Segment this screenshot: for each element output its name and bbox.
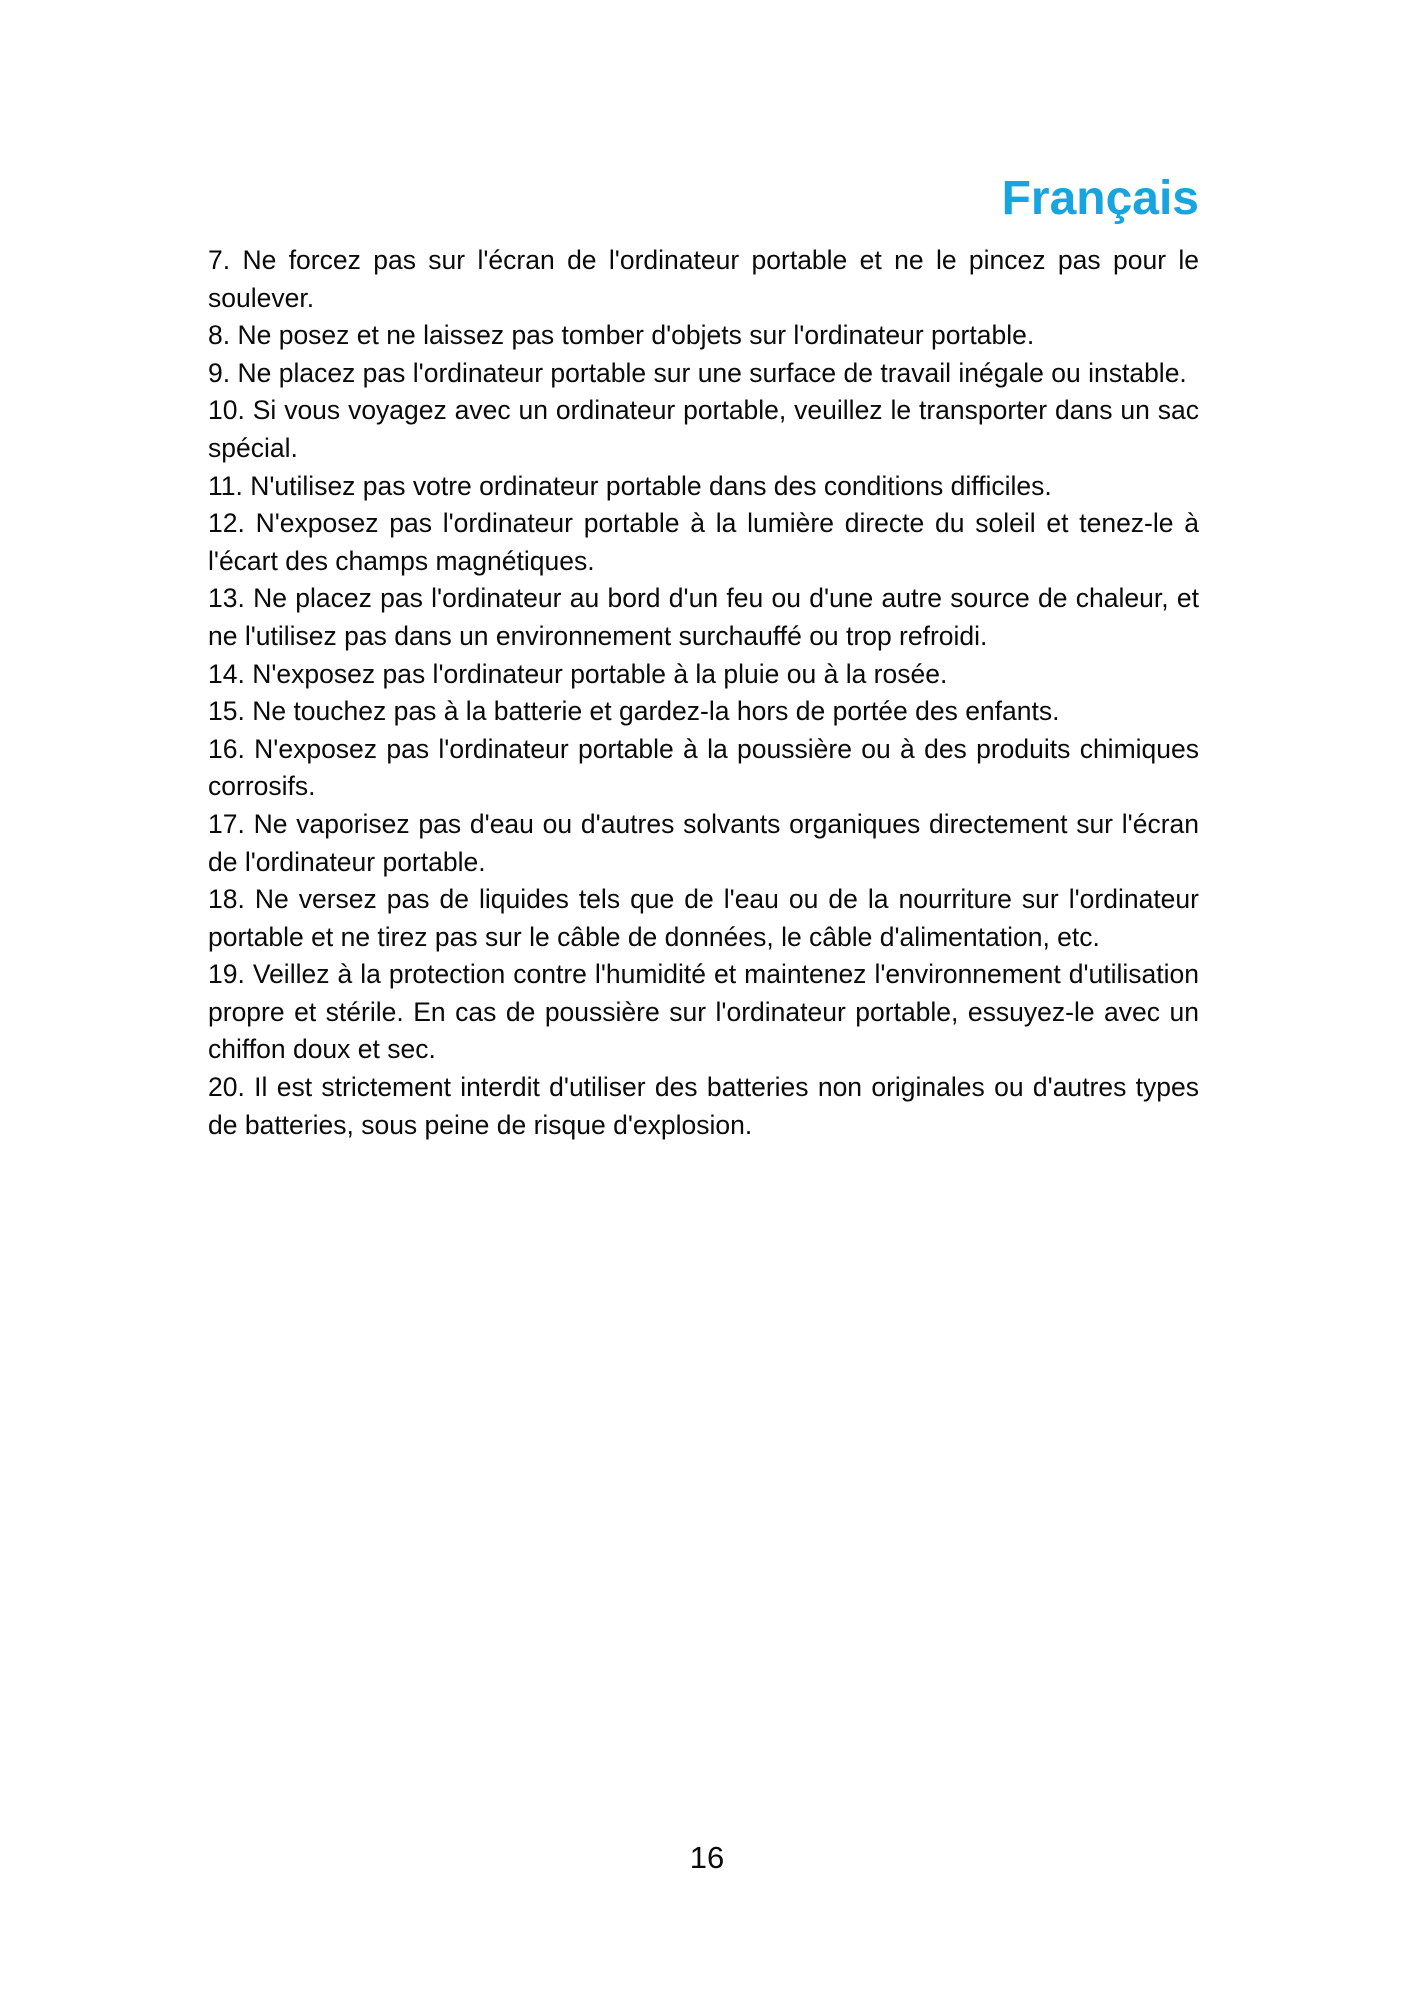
instruction-item-9: 9. Ne placez pas l'ordinateur portable sur une surface de travail inégale ou instable. (208, 357, 1187, 388)
instruction-item-10: 10. Si vous voyagez avec un ordinateur portable, veuillez le transporter dans un sac spécial. (208, 395, 1199, 463)
instruction-item-17: 17. Ne vaporisez pas d'eau ou d'autres solvants organiques directement sur l'écran de l'ordinateur portable. (208, 808, 1199, 877)
instruction-item-7: 7. Ne forcez pas sur l'écran de l'ordinateur portable et ne le pincez pas pour le soulever. (208, 245, 1199, 313)
instruction-item-11: 11. N'utilisez pas votre ordinateur portable dans des conditions difficiles. (208, 470, 1052, 501)
instruction-item-14: 14. N'exposez pas l'ordinateur portable à la pluie ou à la rosée. (208, 658, 948, 689)
instruction-item-18: 18. Ne versez pas de liquides tels que de l'eau ou de la nourriture sur l'ordinateur portable et ne tirez pas sur le câble de données, le câble d'alimentation, etc. (208, 884, 1199, 952)
instruction-item-20: 20. Il est strictement interdit d'utiliser des batteries non originales ou d'autres types de batteries, sous peine de risque d'explosion. (208, 1072, 1199, 1140)
instruction-item-16: 16. N'exposez pas l'ordinateur portable à la poussière ou à des produits chimiques corrosifs. (208, 733, 1199, 802)
instruction-item-15: 15. Ne touchez pas à la batterie et gardez-la hors de portée des enfants. (208, 696, 1060, 727)
language-heading: Français (1001, 172, 1199, 225)
instruction-item-13: 13. Ne placez pas l'ordinateur au bord d'un feu ou d'une autre source de chaleur, et ne l'utilisez pas dans un environnement surchauffé ou trop refroidi. (208, 583, 1199, 651)
page-number: 16 (689, 1840, 725, 1875)
instruction-list (208, 242, 1199, 1144)
instruction-item-8: 8. Ne posez et ne laissez pas tomber d'objets sur l'ordinateur portable. (208, 320, 1035, 351)
instruction-item-19: 19. Veillez à la protection contre l'humidité et maintenez l'environnement d'utilisation propre et stérile. En cas de poussière sur l'ordinateur portable, essuyez-le avec un chiffon doux et sec. (208, 959, 1199, 1065)
instruction-item-12: 12. N'exposez pas l'ordinateur portable à la lumière directe du soleil et tenez-le à l'écart des champs magnétiques. (208, 508, 1199, 576)
